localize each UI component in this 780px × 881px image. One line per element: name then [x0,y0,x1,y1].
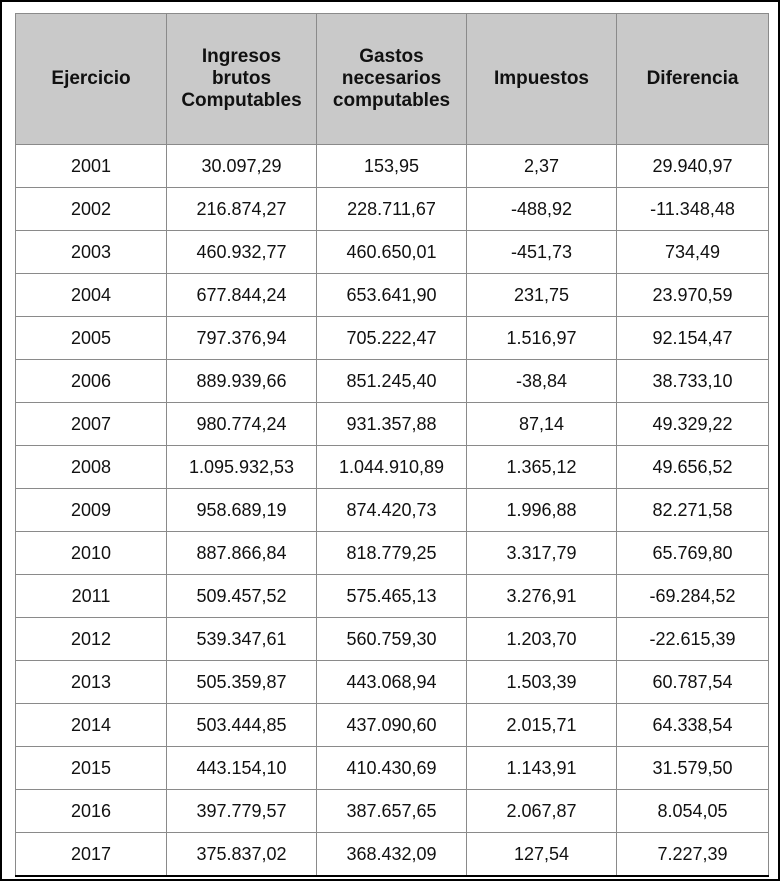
impuestos-cell: 1.203,70 [467,618,617,661]
table-row [16,446,769,489]
table-row [16,145,769,188]
gastos-cell: 460.650,01 [317,231,467,274]
table-row [16,274,769,317]
impuestos-cell: 87,14 [467,403,617,446]
impuestos-cell: 2.015,71 [467,704,617,747]
gastos-cell: 575.465,13 [317,575,467,618]
gastos-cell: 705.222,47 [317,317,467,360]
table-row [16,747,769,790]
ingresos-cell: 677.844,24 [167,274,317,317]
ingresos-cell: 1.095.932,53 [167,446,317,489]
year-cell: 2003 [16,231,167,274]
diferencia-cell: 65.769,80 [617,532,769,575]
diferencia-cell: -69.284,52 [617,575,769,618]
ingresos-cell: 460.932,77 [167,231,317,274]
impuestos-cell: 2,37 [467,145,617,188]
header-gastos: Gastos necesarios computables [317,14,467,145]
gastos-cell: 1.044.910,89 [317,446,467,489]
impuestos-cell: 1.516,97 [467,317,617,360]
header-ingresos: Ingresos brutos Computables [167,14,317,145]
gastos-cell: 931.357,88 [317,403,467,446]
year-cell: 2002 [16,188,167,231]
ingresos-cell: 397.779,57 [167,790,317,833]
impuestos-cell: 231,75 [467,274,617,317]
gastos-cell: 851.245,40 [317,360,467,403]
gastos-cell: 818.779,25 [317,532,467,575]
table-row [16,661,769,704]
year-cell: 2017 [16,833,167,877]
table-row [16,231,769,274]
year-cell: 2011 [16,575,167,618]
diferencia-cell: 60.787,54 [617,661,769,704]
diferencia-cell: 82.271,58 [617,489,769,532]
impuestos-cell: 1.996,88 [467,489,617,532]
ingresos-cell: 503.444,85 [167,704,317,747]
impuestos-cell: 1.143,91 [467,747,617,790]
table-row [16,403,769,446]
impuestos-cell: 3.276,91 [467,575,617,618]
diferencia-cell: 49.656,52 [617,446,769,489]
year-cell: 2009 [16,489,167,532]
ingresos-cell: 797.376,94 [167,317,317,360]
header-diferencia: Diferencia [617,14,769,145]
diferencia-cell: 64.338,54 [617,704,769,747]
ingresos-cell: 980.774,24 [167,403,317,446]
ingresos-cell: 505.359,87 [167,661,317,704]
diferencia-cell: -22.615,39 [617,618,769,661]
year-cell: 2014 [16,704,167,747]
ingresos-cell: 375.837,02 [167,833,317,877]
year-cell: 2008 [16,446,167,489]
impuestos-cell: -451,73 [467,231,617,274]
impuestos-cell: 127,54 [467,833,617,877]
year-cell: 2007 [16,403,167,446]
year-cell: 2006 [16,360,167,403]
table-row [16,833,769,877]
diferencia-cell: 7.227,39 [617,833,769,877]
diferencia-cell: 31.579,50 [617,747,769,790]
impuestos-cell: -38,84 [467,360,617,403]
table-row [16,188,769,231]
gastos-cell: 153,95 [317,145,467,188]
header-row [16,14,769,145]
diferencia-cell: 734,49 [617,231,769,274]
table-row [16,790,769,833]
impuestos-cell: 1.365,12 [467,446,617,489]
diferencia-cell: 29.940,97 [617,145,769,188]
gastos-cell: 443.068,94 [317,661,467,704]
gastos-cell: 228.711,67 [317,188,467,231]
table-body [16,145,769,877]
year-cell: 2016 [16,790,167,833]
gastos-cell: 560.759,30 [317,618,467,661]
year-cell: 2005 [16,317,167,360]
table-row [16,618,769,661]
ingresos-cell: 443.154,10 [167,747,317,790]
tax-table [15,13,769,877]
gastos-cell: 653.641,90 [317,274,467,317]
gastos-cell: 874.420,73 [317,489,467,532]
table-row [16,317,769,360]
impuestos-cell: 2.067,87 [467,790,617,833]
gastos-cell: 368.432,09 [317,833,467,877]
year-cell: 2013 [16,661,167,704]
diferencia-cell: 49.329,22 [617,403,769,446]
diferencia-cell: 8.054,05 [617,790,769,833]
table-row [16,532,769,575]
header-impuestos: Impuestos [467,14,617,145]
year-cell: 2004 [16,274,167,317]
table-row [16,704,769,747]
table-row [16,360,769,403]
ingresos-cell: 958.689,19 [167,489,317,532]
table-row [16,489,769,532]
gastos-cell: 437.090,60 [317,704,467,747]
gastos-cell: 387.657,65 [317,790,467,833]
ingresos-cell: 539.347,61 [167,618,317,661]
header-ejercicio: Ejercicio [16,14,167,145]
ingresos-cell: 509.457,52 [167,575,317,618]
table-row [16,575,769,618]
ingresos-cell: 887.866,84 [167,532,317,575]
diferencia-cell: -11.348,48 [617,188,769,231]
impuestos-cell: 3.317,79 [467,532,617,575]
year-cell: 2015 [16,747,167,790]
diferencia-cell: 23.970,59 [617,274,769,317]
year-cell: 2012 [16,618,167,661]
impuestos-cell: -488,92 [467,188,617,231]
ingresos-cell: 30.097,29 [167,145,317,188]
year-cell: 2010 [16,532,167,575]
gastos-cell: 410.430,69 [317,747,467,790]
ingresos-cell: 216.874,27 [167,188,317,231]
year-cell: 2001 [16,145,167,188]
diferencia-cell: 92.154,47 [617,317,769,360]
ingresos-cell: 889.939,66 [167,360,317,403]
impuestos-cell: 1.503,39 [467,661,617,704]
diferencia-cell: 38.733,10 [617,360,769,403]
